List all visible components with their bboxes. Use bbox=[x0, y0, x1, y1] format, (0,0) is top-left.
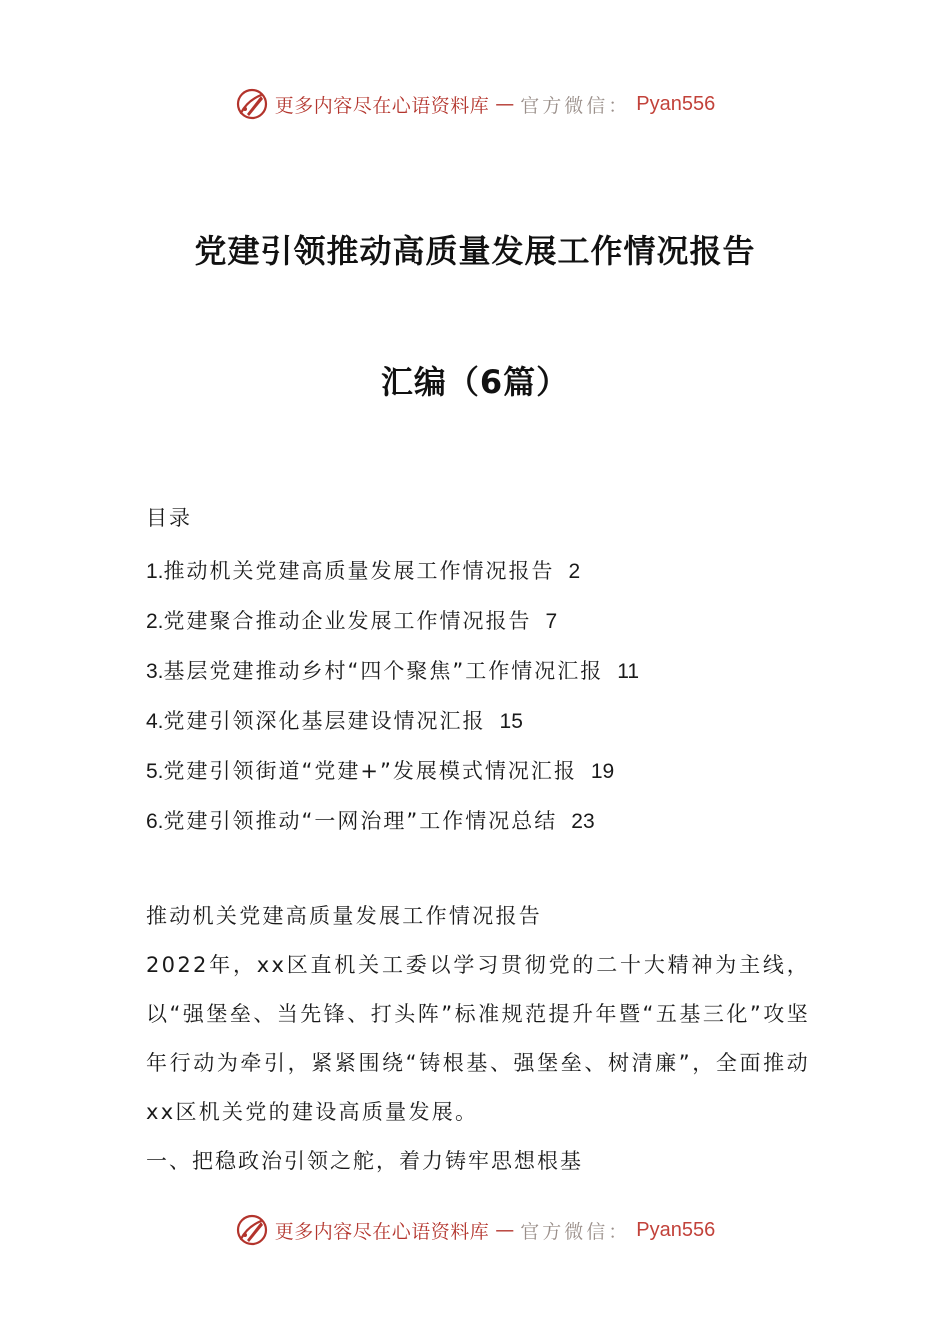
toc-item-number: 3. bbox=[146, 660, 164, 683]
toc-item-text: 基层党建推动乡村“四个聚焦”工作情况汇报 bbox=[163, 659, 604, 683]
toc-item[interactable] bbox=[146, 696, 826, 746]
toc-item-page: 2 bbox=[568, 560, 581, 583]
toc-item[interactable] bbox=[146, 596, 826, 646]
section-heading: 一、把稳政治引领之舵，着力铸牢思想根基 bbox=[146, 1149, 583, 1173]
toc-item-number: 4. bbox=[146, 710, 164, 733]
pen-logo-icon bbox=[235, 1213, 269, 1247]
toc-item-text: 党建引领街道“党建+”发展模式情况汇报 bbox=[163, 759, 577, 783]
watermark-label: 官方微信： bbox=[520, 94, 631, 117]
body-paragraph: 2022年，xx区直机关工委以学习贯彻党的二十大精神为主线，以“强堡垒、当先锋、打头阵”标准规范提升年暨“五基三化”攻坚年行动为牵引，紧紧围绕“铸根基、强堡垒、树清廉”，全面推动xx区机关党的建设高质量发展。 bbox=[146, 953, 810, 1124]
toc-item[interactable] bbox=[146, 546, 826, 596]
toc-item[interactable] bbox=[146, 646, 826, 696]
watermark-account: Pyan556 bbox=[636, 92, 716, 115]
watermark-text: 更多内容尽在心语资料库 bbox=[274, 94, 490, 117]
toc-item[interactable] bbox=[146, 796, 826, 846]
toc-item-page: 19 bbox=[590, 760, 615, 783]
toc-item-number: 5. bbox=[146, 760, 164, 783]
document-title: 党建引领推动高质量发展工作情况报告 bbox=[194, 232, 756, 270]
toc-item-text: 党建引领推动“一网治理”工作情况总结 bbox=[163, 809, 558, 833]
toc-item[interactable] bbox=[146, 746, 826, 796]
toc-item-number: 6. bbox=[146, 810, 164, 833]
watermark-separator: — bbox=[495, 93, 515, 115]
toc-item-text: 党建聚合推动企业发展工作情况报告 bbox=[163, 609, 532, 633]
watermark-account: Pyan556 bbox=[636, 1218, 716, 1241]
toc-item-page: 7 bbox=[545, 610, 558, 633]
toc-item-text: 推动机关党建高质量发展工作情况报告 bbox=[163, 559, 555, 583]
article-title: 推动机关党建高质量发展工作情况报告 bbox=[146, 904, 543, 928]
watermark-footer bbox=[0, 1208, 950, 1252]
toc-item-page: 11 bbox=[617, 660, 640, 683]
document-subtitle: 汇编（6篇） bbox=[380, 363, 570, 401]
pen-logo-icon bbox=[235, 87, 269, 121]
watermark-text: 更多内容尽在心语资料库 bbox=[274, 1220, 490, 1243]
toc-item-page: 15 bbox=[499, 710, 523, 733]
toc-item-page: 23 bbox=[571, 810, 595, 833]
toc-heading: 目录 bbox=[146, 506, 192, 530]
watermark-header bbox=[0, 82, 950, 126]
toc-item-number: 2. bbox=[146, 610, 164, 633]
watermark-separator: — bbox=[495, 1219, 515, 1241]
document-body bbox=[146, 892, 810, 1186]
toc-item-number: 1. bbox=[146, 560, 164, 583]
toc-item-text: 党建引领深化基层建设情况汇报 bbox=[163, 709, 486, 733]
table-of-contents bbox=[146, 496, 826, 846]
watermark-label: 官方微信： bbox=[520, 1220, 631, 1243]
